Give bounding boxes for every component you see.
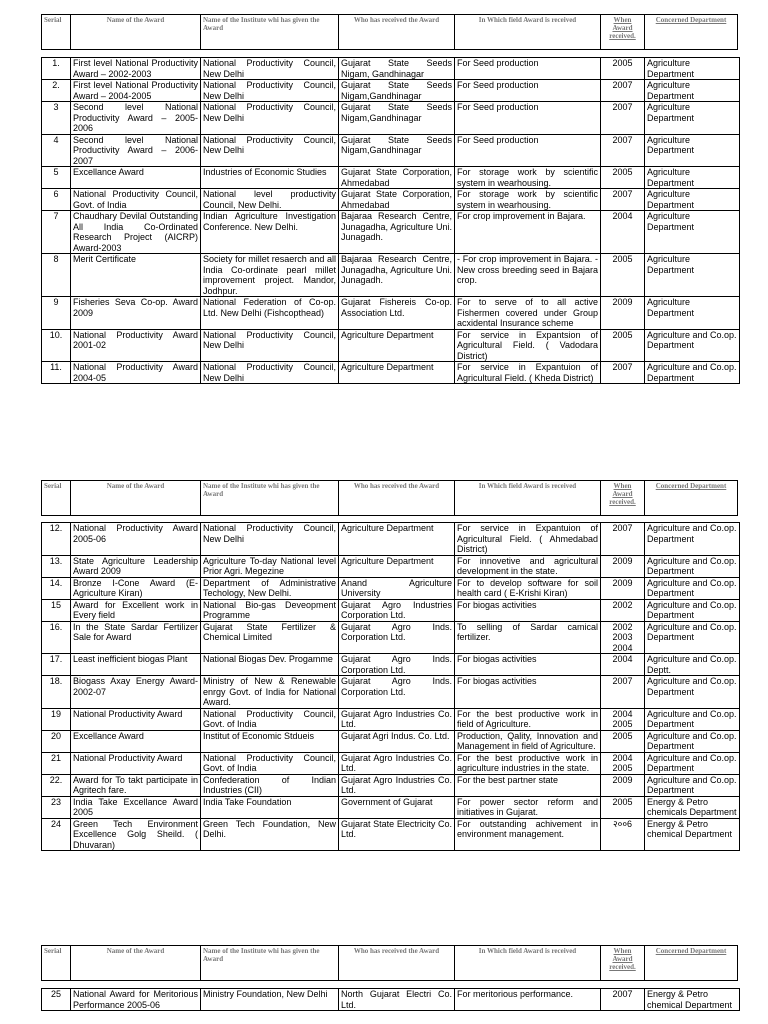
cell-institute: Agriculture To-day National level Prior Agri. Megezine (201, 555, 339, 577)
cell-dept: Agriculture and Co.op. Deptt. (645, 654, 740, 676)
cell-institute: National Productivity Council, New Delhi (201, 329, 339, 362)
cell-award: National Productivity Award (71, 752, 201, 774)
cell-field: For service in Expantsion of Agricultural Field. ( Vadodara District) (455, 329, 601, 362)
cell-field: For Seed production (455, 102, 601, 135)
cell-institute: Department of Administrative Techology, New Delhi. (201, 577, 339, 599)
cell-field: For storage work by scientific system in wearhousing. (455, 189, 601, 211)
cell-field: For the best productive work in agriculture industries in the state. (455, 752, 601, 774)
cell-when: 2007 (601, 80, 645, 102)
cell-serial: 4 (42, 134, 71, 167)
cell-institute: National Productivity Council, Govt. of India (201, 752, 339, 774)
table-row (42, 211, 740, 254)
cell-serial: 7 (42, 211, 71, 254)
cell-receiver: Anand Agriculture University (339, 577, 455, 599)
cell-serial: 20 (42, 730, 71, 752)
cell-institute: National Biogas Dev. Progamme (201, 654, 339, 676)
cell-receiver: Gujarat Agro Inds. Corporation Ltd. (339, 654, 455, 676)
cell-institute: National Productivity Council, New Delhi (201, 58, 339, 80)
cell-receiver: Gujarat Agro Inds. Corporation Ltd. (339, 621, 455, 654)
cell-when: 2007 (601, 134, 645, 167)
cell-serial: 9 (42, 297, 71, 330)
table-row (42, 752, 740, 774)
cell-institute: National level productivity Council, New Delhi. (201, 189, 339, 211)
cell-dept: Agriculture Department (645, 254, 740, 297)
cell-when: 2004 2005 (601, 752, 645, 774)
cell-field: For Seed production (455, 80, 601, 102)
header-dept: Concerned Department (645, 946, 738, 981)
cell-receiver: Gujarat State Seeds Nigam,Gandhinagar (339, 80, 455, 102)
cell-field: To selling of Sardar camical fertilizer. (455, 621, 601, 654)
cell-dept: Agriculture and Co.op. Department (645, 523, 740, 556)
cell-institute: India Take Foundation (201, 796, 339, 818)
header-table-3 (41, 945, 738, 981)
cell-institute: Institut of Economic Stdueis (201, 730, 339, 752)
cell-dept: Agriculture Department (645, 297, 740, 330)
header-award: Name of the Award (71, 15, 201, 50)
cell-field: For power sector reform and initiatives in Gujarat. (455, 796, 601, 818)
cell-field: For biogas activities (455, 676, 601, 709)
header-receiver: Who has received the Award (339, 481, 455, 516)
cell-award: National Productivity Award 2005-06 (71, 523, 201, 556)
cell-award: Second level National Productivity Award – 2005-2006 (71, 102, 201, 135)
cell-receiver: Gujarat Agro Industries Co. Ltd. (339, 774, 455, 796)
table-row (42, 329, 740, 362)
cell-receiver: Bajaraa Research Centre, Junagadha, Agriculture Uni. Junagadh. (339, 254, 455, 297)
cell-field: For innovetive and agricultural development in the state. (455, 555, 601, 577)
cell-field: For Seed production (455, 58, 601, 80)
cell-field: - For crop improvement in Bajara. - New cross breeding seed in Bajara crop. (455, 254, 601, 297)
cell-receiver: Gujarat Agro Inds. Corporation Ltd. (339, 676, 455, 709)
cell-receiver: Gujarat Agro Industries Co. Ltd. (339, 752, 455, 774)
table-row (42, 796, 740, 818)
cell-institute: Industries of Economic Studies (201, 167, 339, 189)
cell-receiver: Gujarat Agri Indus. Co. Ltd. (339, 730, 455, 752)
cell-award: National Award for Meritorious Performance 2005-06 (71, 989, 201, 1011)
cell-institute: National Productivity Council, Govt. of India (201, 708, 339, 730)
cell-institute: National Productivity Council, New Delhi (201, 134, 339, 167)
header-award: Name of the Award (71, 946, 201, 981)
header-table-2 (41, 480, 738, 516)
cell-institute: National Productivity Council, New Delhi (201, 102, 339, 135)
header-award: Name of the Award (71, 481, 201, 516)
cell-award: Fisheries Seva Co-op. Award 2009 (71, 297, 201, 330)
awards-table-3 (41, 988, 740, 1011)
cell-dept: Agriculture and Co.op. Department (645, 329, 740, 362)
cell-dept: Agriculture Department (645, 80, 740, 102)
table-row (42, 708, 740, 730)
table-row (42, 577, 740, 599)
cell-serial: 10. (42, 329, 71, 362)
cell-when: 2009 (601, 555, 645, 577)
cell-when: 2002 (601, 599, 645, 621)
header-serial: Serial (42, 946, 71, 981)
cell-serial: 18. (42, 676, 71, 709)
awards-table-1 (41, 57, 740, 384)
cell-dept: Agriculture and Co.op. Department (645, 774, 740, 796)
cell-institute: Confederation of Indian Industries (CII) (201, 774, 339, 796)
cell-serial: 23 (42, 796, 71, 818)
cell-receiver: Gujarat Agro Industries Co. Ltd. (339, 708, 455, 730)
cell-receiver: Gujarat State Seeds Nigam,Gandhinagar (339, 102, 455, 135)
cell-when: 2002 2003 2004 (601, 621, 645, 654)
cell-dept: Agriculture Department (645, 167, 740, 189)
header-institute: Name of the Institute whi has given the Award (201, 15, 339, 50)
table-row (42, 102, 740, 135)
cell-award: Excellance Award (71, 167, 201, 189)
cell-dept: Agriculture and Co.op. Department (645, 555, 740, 577)
cell-receiver: Gujarat State Seeds Nigam, Gandhinagar (339, 58, 455, 80)
cell-field: For the best partner state (455, 774, 601, 796)
cell-award: Bronze I-Cone Award (E-Agriculture Kiran) (71, 577, 201, 599)
table-row (42, 989, 740, 1011)
cell-receiver: Gujarat State Corporation, Ahmedabad (339, 189, 455, 211)
cell-award: National Productivity Award 2001-02 (71, 329, 201, 362)
cell-field: For biogas activities (455, 599, 601, 621)
cell-field: For to develop software for soil health card ( E-Krishi Kiran) (455, 577, 601, 599)
header-field: In Which field Award is received (455, 946, 601, 981)
cell-receiver: Agriculture Department (339, 523, 455, 556)
cell-award: Green Tech Environment Excellence Golg Sheild. ( Dhuvaran) (71, 818, 201, 851)
cell-institute: Indian Agriculture Investigation Conference. New Delhi. (201, 211, 339, 254)
cell-institute: Gujarat State Fertilizer & Chemical Limited (201, 621, 339, 654)
cell-field: Production, Qality, Innovation and Management in field of Agriculture. (455, 730, 601, 752)
cell-award: Award for Excellent work in Every field (71, 599, 201, 621)
header-dept: Concerned Department (645, 15, 738, 50)
cell-dept: Agriculture Department (645, 102, 740, 135)
header-receiver: Who has received the Award (339, 15, 455, 50)
cell-institute: National Bio-gas Deveopment Programme (201, 599, 339, 621)
cell-when: 2007 (601, 189, 645, 211)
cell-award: In the State Sardar Fertilizer Sale for Award (71, 621, 201, 654)
header-table-1 (41, 14, 738, 50)
cell-institute: National Federation of Co-op. Ltd. New Delhi (Fishcopthead) (201, 297, 339, 330)
table-row (42, 297, 740, 330)
cell-dept: Agriculture Department (645, 134, 740, 167)
table-row (42, 599, 740, 621)
cell-when: 2007 (601, 362, 645, 384)
cell-serial: 17. (42, 654, 71, 676)
cell-when: 2004 2005 (601, 708, 645, 730)
cell-serial: 1. (42, 58, 71, 80)
cell-when: 2009 (601, 774, 645, 796)
cell-award: India Take Excellance Award 2005 (71, 796, 201, 818)
cell-receiver: Agriculture Department (339, 555, 455, 577)
cell-dept: Energy & Petro chemical Department (645, 989, 740, 1011)
cell-when: 2007 (601, 676, 645, 709)
cell-award: Award for To takt participate in Agritech fare. (71, 774, 201, 796)
cell-when: 2009 (601, 577, 645, 599)
cell-receiver: Gujarat Fishereis Co-op. Association Ltd. (339, 297, 455, 330)
cell-when: 2004 (601, 211, 645, 254)
cell-field: For Seed production (455, 134, 601, 167)
cell-serial: 24 (42, 818, 71, 851)
cell-institute: National Productivity Council, New Delhi (201, 80, 339, 102)
cell-award: First level National Productivity Award – 2002-2003 (71, 58, 201, 80)
cell-dept: Agriculture and Co.op. Department (645, 730, 740, 752)
table-row (42, 58, 740, 80)
cell-award: Chaudhary Devilal Outstanding All India Co-Ordinated Research Project (AICRP) Award-2003 (71, 211, 201, 254)
cell-dept: Agriculture Department (645, 189, 740, 211)
table-row (42, 555, 740, 577)
cell-dept: Agriculture and Co.op. Department (645, 676, 740, 709)
cell-institute: Ministry of New & Renewable enrgy Govt. of India for National Award. (201, 676, 339, 709)
cell-award: First level National Productivity Award – 2004-2005 (71, 80, 201, 102)
cell-institute: Society for millet resaerch and all India Co-ordinate pearl millet improvement project. Mandor, Jodhpur. (201, 254, 339, 297)
cell-when: 2005 (601, 730, 645, 752)
cell-serial: 3 (42, 102, 71, 135)
cell-receiver: Agriculture Department (339, 362, 455, 384)
cell-dept: Agriculture and Co.op. Department (645, 362, 740, 384)
header-institute: Name of the Institute whi has given the Award (201, 481, 339, 516)
cell-institute: National Productivity Council, New Delhi (201, 362, 339, 384)
cell-serial: 13. (42, 555, 71, 577)
cell-field: For the best productive work in field of Agriculture. (455, 708, 601, 730)
cell-receiver: Government of Gujarat (339, 796, 455, 818)
table-row (42, 362, 740, 384)
cell-award: Excellance Award (71, 730, 201, 752)
cell-field: For to serve of to all active Fishermen covered under Group acxidental Insurance scheme (455, 297, 601, 330)
table-row (42, 621, 740, 654)
cell-dept: Agriculture Department (645, 211, 740, 254)
header-field: In Which field Award is received (455, 481, 601, 516)
awards-table-2 (41, 522, 740, 851)
cell-award: Biogass Axay Energy Award-2002-07 (71, 676, 201, 709)
cell-when: 2007 (601, 523, 645, 556)
cell-receiver: Gujarat State Electricity Co. Ltd. (339, 818, 455, 851)
cell-award: National Productivity Award (71, 708, 201, 730)
cell-when: 2005 (601, 58, 645, 80)
cell-when: 2005 (601, 329, 645, 362)
cell-serial: 15 (42, 599, 71, 621)
cell-dept: Agriculture and Co.op. Department (645, 577, 740, 599)
header-when: When Award received. (601, 15, 645, 50)
header-dept: Concerned Department (645, 481, 738, 516)
cell-receiver: Gujarat State Seeds Nigam,Gandhinagar (339, 134, 455, 167)
cell-when: 2007 (601, 102, 645, 135)
cell-when: 2005 (601, 167, 645, 189)
cell-award: State Agriculture Leadership Award 2009 (71, 555, 201, 577)
cell-award: Least inefficient biogas Plant (71, 654, 201, 676)
cell-dept: Agriculture and Co.op. Department (645, 621, 740, 654)
cell-serial: 22. (42, 774, 71, 796)
table-row (42, 167, 740, 189)
cell-serial: 5 (42, 167, 71, 189)
cell-dept: Energy & Petro chemical Department (645, 818, 740, 851)
cell-dept: Agriculture and Co.op. Department (645, 752, 740, 774)
cell-award: Second level National Productivity Award – 2006-2007 (71, 134, 201, 167)
cell-field: For meritorious performance. (455, 989, 601, 1011)
cell-receiver: Agriculture Department (339, 329, 455, 362)
table-row (42, 80, 740, 102)
cell-award: National Productivity Award 2004-05 (71, 362, 201, 384)
cell-serial: 19 (42, 708, 71, 730)
cell-receiver: Gujarat State Corporation, Ahmedabad (339, 167, 455, 189)
cell-dept: Agriculture and Co.op. Department (645, 708, 740, 730)
cell-serial: 16. (42, 621, 71, 654)
cell-dept: Agriculture Department (645, 58, 740, 80)
header-serial: Serial (42, 481, 71, 516)
cell-serial: 11. (42, 362, 71, 384)
cell-field: For service in Expantuion of Agricultural Field. ( Ahmedabad District) (455, 523, 601, 556)
cell-serial: 25 (42, 989, 71, 1011)
cell-field: For crop improvement in Bajara. (455, 211, 601, 254)
table-row (42, 523, 740, 556)
cell-award: Merit Certificate (71, 254, 201, 297)
cell-field: For service in Expantuion of Agricultural Field. ( Kheda District) (455, 362, 601, 384)
cell-field: For biogas activities (455, 654, 601, 676)
cell-receiver: North Gujarat Electri Co. Ltd. (339, 989, 455, 1011)
header-when: When Award received. (601, 481, 645, 516)
cell-serial: 12. (42, 523, 71, 556)
cell-when: 2007 (601, 989, 645, 1011)
cell-award: National Productivity Council, Govt. of India (71, 189, 201, 211)
cell-when: 2005 (601, 254, 645, 297)
header-serial: Serial (42, 15, 71, 50)
cell-field: For storage work by scientific system in wearhousing. (455, 167, 601, 189)
cell-serial: 8 (42, 254, 71, 297)
table-row (42, 676, 740, 709)
table-row (42, 818, 740, 851)
cell-receiver: Gujarat Agro Industries Corporation Ltd. (339, 599, 455, 621)
header-receiver: Who has received the Award (339, 946, 455, 981)
cell-receiver: Bajaraa Research Centre, Junagadha, Agriculture Uni. Junagadh. (339, 211, 455, 254)
cell-serial: 14. (42, 577, 71, 599)
cell-dept: Agriculture and Co.op. Department (645, 599, 740, 621)
header-field: In Which field Award is received (455, 15, 601, 50)
header-institute: Name of the Institute whi has given the Award (201, 946, 339, 981)
table-row (42, 254, 740, 297)
cell-serial: 2. (42, 80, 71, 102)
cell-when: 2004 (601, 654, 645, 676)
cell-institute: Ministry Foundation, New Delhi (201, 989, 339, 1011)
cell-serial: 21 (42, 752, 71, 774)
cell-when: २००6 (601, 818, 645, 851)
cell-field: For outstanding achivement in environment management. (455, 818, 601, 851)
cell-serial: 6 (42, 189, 71, 211)
cell-institute: Green Tech Foundation, New Delhi. (201, 818, 339, 851)
cell-when: 2009 (601, 297, 645, 330)
cell-institute: National Productivity Council, New Delhi (201, 523, 339, 556)
table-row (42, 730, 740, 752)
table-row (42, 774, 740, 796)
cell-when: 2005 (601, 796, 645, 818)
table-row (42, 189, 740, 211)
cell-dept: Energy & Petro chemicals Department (645, 796, 740, 818)
table-row (42, 654, 740, 676)
table-row (42, 134, 740, 167)
header-when: When Award received. (601, 946, 645, 981)
